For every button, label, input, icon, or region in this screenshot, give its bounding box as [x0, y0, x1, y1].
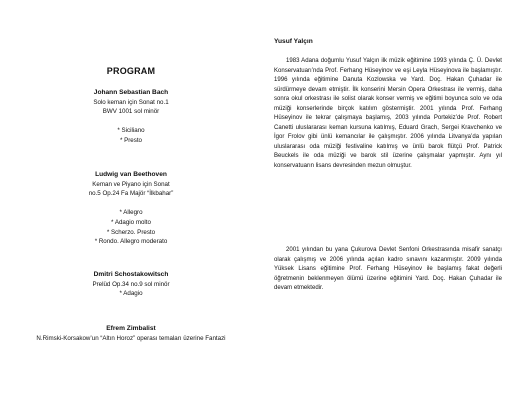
movement: * Siciliano: [117, 127, 145, 135]
piece-line: Solo keman için Sonat no.1: [93, 98, 169, 106]
movement: * Scherzo. Presto: [106, 228, 156, 236]
composer-name: Efrem Zimbalist: [106, 325, 156, 332]
piece-line: Keman ve Piyano için Sonat: [92, 180, 170, 188]
program-piece-beethoven: [0, 170, 262, 247]
piece-line: [0, 117, 262, 127]
piece-line: BWV 1001 sol minör: [102, 108, 160, 116]
biography-page: [262, 0, 519, 401]
movement: * Allegro: [119, 209, 143, 217]
movement: * Adagio: [119, 290, 143, 298]
bio-paragraph-2: 2001 yılından bu yana Çukurova Devlet Senfoni Orkestrasında misafir sanatçı olarak çalışmış ve 2006 yılında açılan kadro sınavını kazanmıştır. 2009 yılında Yüksek Lisans eğitimine Prof. Ferhang Hüseyinov ile başlamış fakat değerli öğretmenin beklenmeyen ölümü üzerine eğitimini Yard. Doç. Hakan Çuhadar ile devam etmektedir.: [274, 247, 502, 292]
program-piece-bach: [0, 88, 262, 146]
composer-name: Johann Sebastian Bach: [93, 89, 169, 96]
bio-paragraph-1: 1983 Adana doğumlu Yusuf Yalçın ilk müzik eğitimine 1993 yılında Ç. Ü. Devlet Konservatuarı’nda Prof. Ferhang Hüseyinov ve eşi Leyla Hüseyinova ile başlamıştır. 1996 yılında eğitimine Danuta Kozlowska ve Yard. Doç. Hakan Çuhadar ile sürdürmeye devam etmiştir. İlk konserini Mersin Opera Orkestrası ile vermiş, daha sonra okul orkestrası ile solist olarak konser vermiş ve eğitimi boyunca solo ve oda müziği konserlerinde birçok katılım göstermiştir. 2001 yılında Prof. Ferhang Hüseyinov ile tekrar çalışmaya başlamış, 2003 yılında Portekiz’de Prof. Robert Canetti uluslararası keman kursuna katılmış, Eduard Grach, Sergei Kravchenko ve İgor Frolov gibi ünlü kemancılar ile çalışmıştır. 2006 yılında Litvanya’da yapılan uluslararası oda müziği festivaline katılmış ve ünlü barok flütçü Prof. Patrick Beuckels ile oda müziği ve barok stil üzerine çalışmalar yapmıştır. Aynı yıl konservatuarın lisans devresinden mezun olmuştur.: [274, 58, 502, 170]
movement: * Presto: [119, 136, 142, 144]
movement: * Adagio molto: [111, 218, 151, 226]
program-piece-schostakowitsch: [0, 270, 262, 299]
piece-line: Prelüd Op.34 no.9 sol minör: [92, 280, 170, 288]
piece-line: N.Rimski-Korsakow’un “Altın Horoz” operası temaları üzerine Fantazi: [36, 334, 226, 342]
program-piece-zimbalist: [0, 324, 262, 343]
composer-name: Dmitri Schostakowitsch: [93, 271, 169, 278]
bio-name: Yusuf Yalçın: [274, 38, 313, 45]
piece-line: no.5 Op.24 Fa Majör “İlkbahar”: [88, 190, 174, 198]
piece-line: [0, 199, 262, 209]
program-title: PROGRAM: [106, 66, 156, 76]
composer-name: Ludwig van Beethoven: [95, 171, 167, 178]
movement: * Rondo. Allegro moderato: [94, 238, 168, 246]
